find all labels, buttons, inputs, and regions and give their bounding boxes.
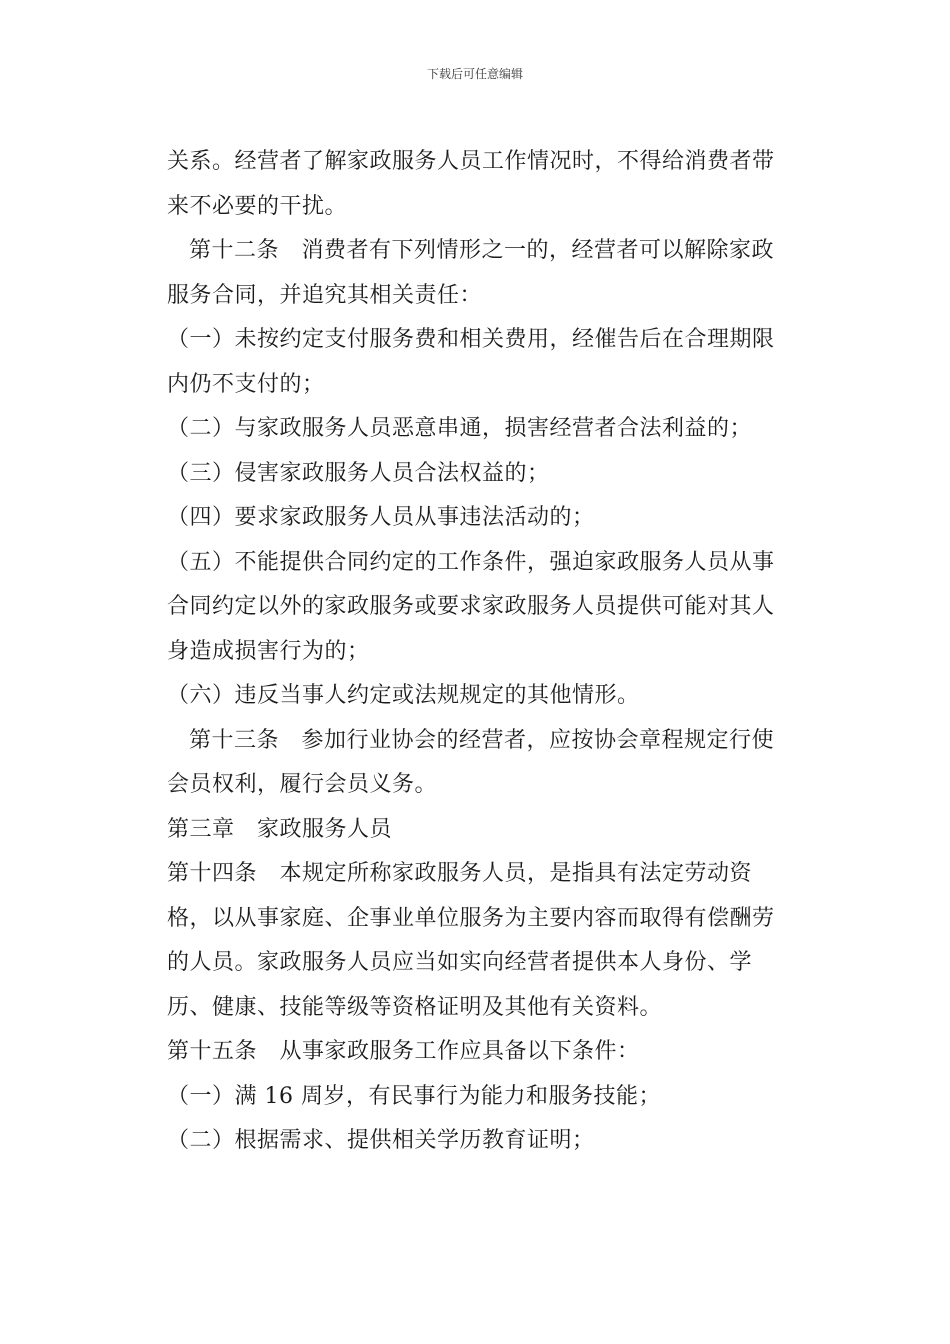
text-line: 的人员。家政服务人员应当如实向经营者提供本人身份、学 — [167, 950, 753, 975]
text-line: 来不必要的干扰。 — [167, 193, 348, 219]
text-line: 关系。经营者了解家政服务人员工作情况时，不得给消费者带 — [167, 149, 775, 174]
text-line: 合同约定以外的家政服务或要求家政服务人员提供可能对其人 — [167, 594, 775, 619]
list-item-1: （一）未按约定支付服务费和相关费用，经催告后在合理期限 — [167, 327, 775, 352]
text-line: 身造成损害行为的； — [167, 638, 370, 664]
document-body — [167, 140, 777, 1164]
list-item-6: （六）违反当事人约定或法规规定的其他情形。 — [167, 683, 640, 708]
text-line: 服务合同，并追究其相关责任： — [167, 282, 483, 308]
article-13-heading-line: 第十三条 参加行业协会的经营者，应按协会章程规定行使 — [189, 727, 775, 753]
list-item-3: （三）侵害家政服务人员合法权益的； — [167, 460, 550, 486]
list-item-2: （二）根据需求、提供相关学历教育证明； — [167, 1128, 595, 1153]
chapter-heading: 第三章 家政服务人员 — [167, 816, 393, 842]
list-item-4: （四）要求家政服务人员从事违法活动的； — [167, 505, 595, 530]
text-line: 会员权利，履行会员义务。 — [167, 772, 438, 797]
text-line: 格，以从事家庭、企事业单位服务为主要内容而取得有偿酬劳 — [167, 905, 775, 931]
list-item-5: （五）不能提供合同约定的工作条件，强迫家政服务人员从事 — [167, 549, 775, 575]
text-line: 内仍不支付的； — [167, 371, 325, 397]
page-header: 下载后可任意编辑 — [426, 67, 523, 81]
list-item-1: （一）满 16 周岁，有民事行为能力和服务技能； — [167, 1083, 661, 1109]
article-12-heading-line: 第十二条 消费者有下列情形之一的，经营者可以解除家政 — [189, 238, 775, 263]
article-15-heading-line: 第十五条 从事家政服务工作应具备以下条件： — [167, 1039, 640, 1064]
text-line: 历、健康、技能等级等资格证明及其他有关资料。 — [167, 994, 663, 1020]
article-14-heading-line: 第十四条 本规定所称家政服务人员，是指具有法定劳动资 — [167, 861, 753, 886]
list-item-2: （二）与家政服务人员恶意串通，损害经营者合法利益的； — [167, 416, 753, 441]
